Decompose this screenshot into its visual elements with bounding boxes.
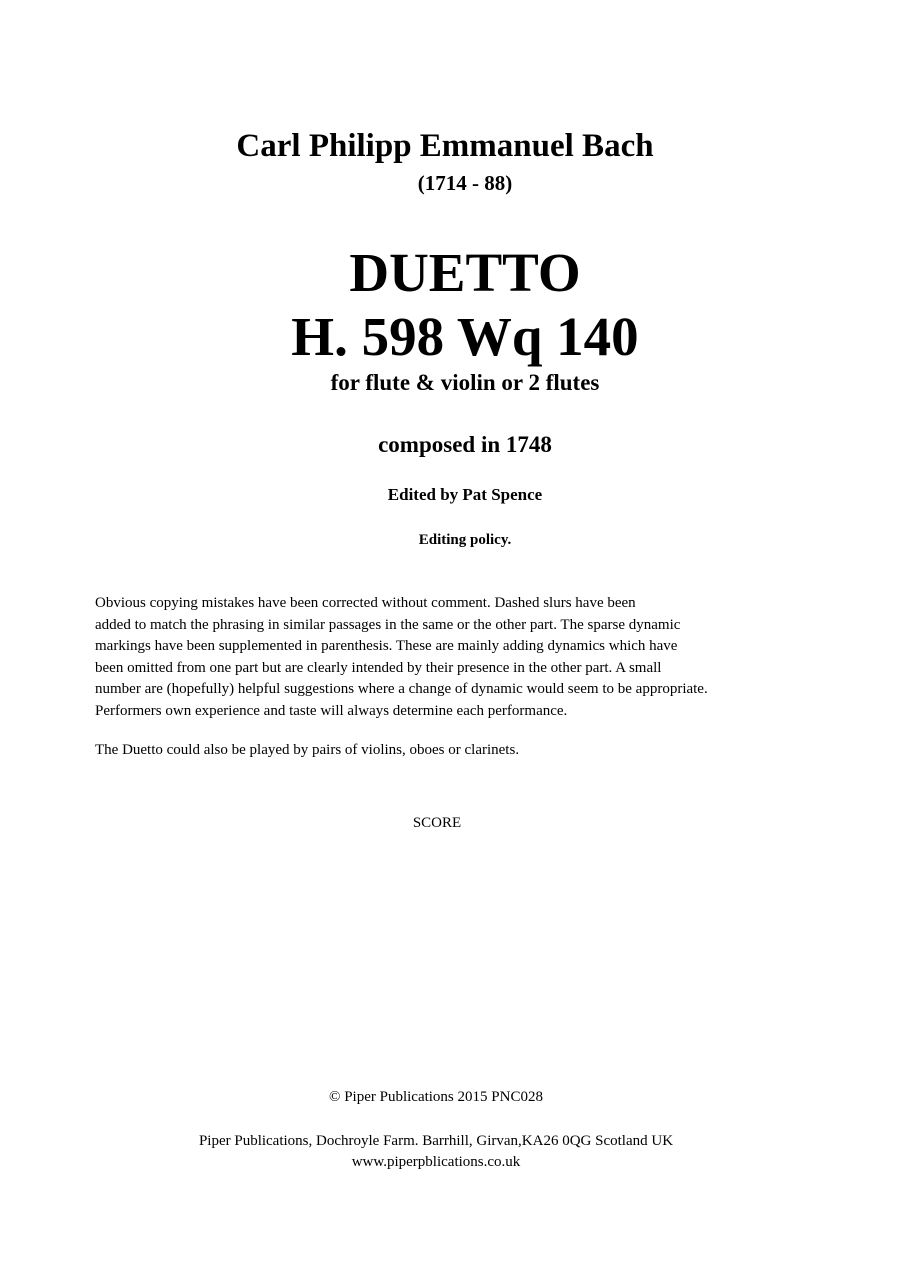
copyright-notice: © Piper Publications 2015 PNC028 [329,1089,543,1105]
policy-line: number are (hopefully) helpful suggestions where a change of dynamic would seem to be appropriate. [95,681,708,697]
composer-name: Carl Philipp Emmanuel Bach [236,128,654,164]
publisher-address: Piper Publications, Dochroyle Farm. Barrhill, Girvan,KA26 0QG Scotland UK [198,1133,674,1149]
policy-line: Performers own experience and taste will always determine each performance. [95,702,568,719]
policy-line: markings have been supplemented in parenthesis. These are mainly adding dynamics which have [95,638,678,654]
policy-line: been omitted from one part but are clearly intended by their presence in the other part. A small [95,659,662,676]
score-label: SCORE [412,815,462,831]
policy-line: Obvious copying mistakes have been corrected without comment. Dashed slurs have been [95,595,636,611]
alternative-instruments-note: The Duetto could also be played by pairs of violins, oboes or clarinets. [95,742,520,758]
policy-paragraph [95,593,855,722]
publisher-website: www.piperpblications.co.uk [351,1154,521,1170]
composer-dates: (1714 - 88) [417,171,513,195]
composition-date: composed in 1748 [378,432,552,457]
instrumentation: for flute & violin or 2 flutes [330,370,600,395]
policy-line: added to match the phrasing in similar passages in the same or the other part. The sparse dynamic [95,616,681,633]
catalog-number: H. 598 Wq 140 [291,306,639,367]
policy-heading: Editing policy. [418,532,512,548]
work-title: DUETTO [349,242,581,303]
editor-credit: Edited by Pat Spence [387,485,543,504]
